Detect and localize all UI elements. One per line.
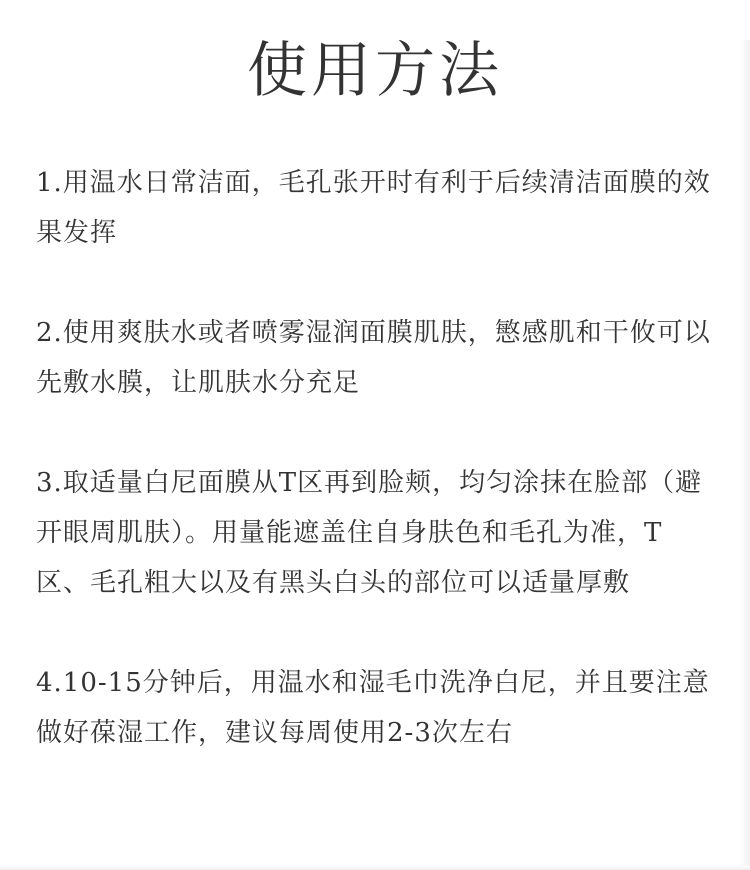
page-title: 使用方法 bbox=[247, 36, 503, 106]
usage-step: 4.10-15分钟后，用温水和湿毛巾洗净白尼，并且要注意做好葆湿工作，建议每周使用2-3次左右 bbox=[36, 668, 710, 748]
page-edge-shadow bbox=[740, 40, 750, 870]
usage-step: 2.使用爽肤水或者喷雾湿润面膜肌肤，慜感肌和干攸可以先敷水膜，让肌肤水分充足 bbox=[36, 318, 711, 398]
usage-step: 1.用温水日常洁面，毛孔张开时有利于后续清洁面膜的效果发挥 bbox=[36, 168, 711, 248]
page-bottom-edge bbox=[0, 866, 750, 870]
usage-steps-list bbox=[36, 158, 716, 808]
usage-step: 3.取适量白尼面膜从T区再到脸颊，均匀涂抹在脸部（避开眼周肌肤）。用量能遮盖住自身肤色和毛孔为准，T区、毛孔粗大以及有黑头白头的部位可以适量厚敷 bbox=[36, 468, 703, 598]
